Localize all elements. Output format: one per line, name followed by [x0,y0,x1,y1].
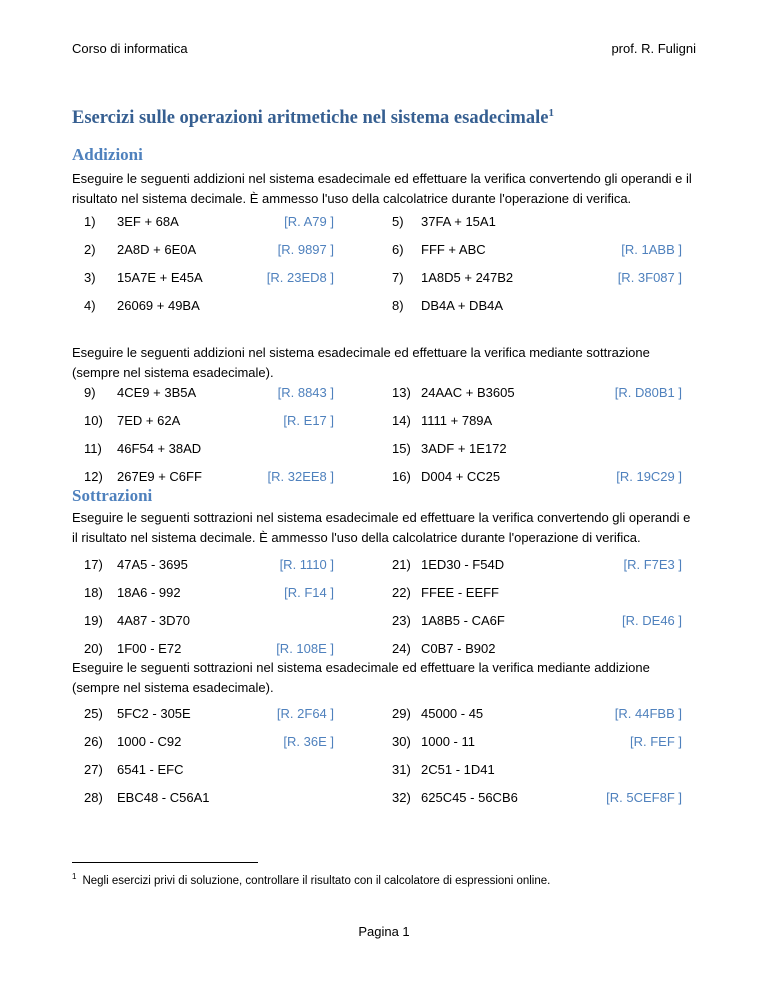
exercise-result: [R. 19C29 ] [616,469,682,484]
exercise-row [72,268,698,296]
exercise-number: 15) [392,441,411,456]
exercise-number: 10) [84,413,103,428]
footnote [72,872,550,887]
exercise-number: 18) [84,585,103,600]
exercise-number: 9) [84,385,96,400]
exercise-expression: 3EF + 68A [117,214,179,229]
exercise-number: 28) [84,790,103,805]
exercise-row [72,611,698,639]
exercise-expression: DB4A + DB4A [421,298,504,313]
exercise-number: 22) [392,585,411,600]
exercise-grid [72,555,698,667]
exercise-number: 7) [392,270,404,285]
exercise-expression: 1111 + 789A [421,413,493,428]
exercise-result: [R. F7E3 ] [623,557,682,572]
exercise-number: 1) [84,214,96,229]
exercise-expression: 15A7E + E45A [117,270,203,285]
exercise-expression: 1000 - C92 [117,734,182,749]
exercise-expression: 4CE9 + 3B5A [117,385,197,400]
sottrazioni-intro-2: Eseguire le seguenti sottrazioni nel sistema esadecimale ed effettuare la verifica mediante addizione (sempre nel sistema esadecimale). [72,660,650,695]
exercise-row [72,732,698,760]
exercise-expression: 267E9 + C6FF [117,469,202,484]
exercise-expression: 45000 - 45 [421,706,484,721]
exercise-row [72,467,698,495]
footnote-mark: 1 [72,872,77,881]
sottrazioni-intro-1: Eseguire le seguenti sottrazioni nel sistema esadecimale ed effettuare la verifica convertendo gli operandi e il risultato nel sistema decimale. È ammesso l'uso della calcolatrice durante l'operazione di verifica. [72,510,691,545]
exercise-expression: 26069 + 49BA [117,298,200,313]
page-title-text: Esercizi sulle operazioni aritmetiche nel sistema esadecimale [72,108,549,128]
exercise-result: [R. DE46 ] [622,613,682,628]
exercise-number: 29) [392,706,411,721]
page-number: Pagina 1 [358,924,410,939]
exercise-row [72,296,698,324]
page-title [72,108,554,129]
exercise-row [72,583,698,611]
footnote-text: Negli esercizi privi di soluzione, controllare il risultato con il calcolatore di espressioni online. [82,874,551,887]
exercise-expression: 1ED30 - F54D [421,557,505,572]
exercise-expression: 625C45 - 56CB6 [421,790,518,805]
exercise-result: [R. 8843 ] [277,385,334,400]
exercise-row [72,555,698,583]
exercise-row [72,411,698,439]
exercise-expression: 24AAC + B3605 [421,385,515,400]
exercise-number: 26) [84,734,103,749]
exercise-expression: 18A6 - 992 [117,585,181,600]
exercise-row [72,439,698,467]
exercise-row [72,704,698,732]
exercise-number: 27) [84,762,103,777]
exercise-number: 31) [392,762,411,777]
exercise-expression: 6541 - EFC [117,762,184,777]
exercise-number: 3) [84,270,96,285]
heading-sottrazioni: Sottrazioni [72,486,153,505]
header-course: Corso di informatica [72,41,188,56]
exercise-number: 4) [84,298,96,313]
exercise-number: 24) [392,641,411,656]
exercise-expression: 7ED + 62A [117,413,181,428]
exercise-number: 14) [392,413,411,428]
exercise-expression: 3ADF + 1E172 [421,441,507,456]
exercise-result: [R. F14 ] [284,585,334,600]
exercise-number: 23) [392,613,411,628]
exercise-result: [R. 9897 ] [277,242,334,257]
exercise-result: [R. FEF ] [630,734,682,749]
exercise-result: [R. 2F64 ] [276,706,334,721]
exercise-expression: 1000 - 11 [421,734,475,749]
exercise-result: [R. 1ABB ] [621,242,682,257]
exercise-expression: EBC48 - C56A1 [117,790,210,805]
exercise-result: [R. D80B1 ] [614,385,682,400]
exercise-result: [R. 36E ] [283,734,334,749]
exercise-number: 30) [392,734,411,749]
exercise-result: [R. E17 ] [283,413,334,428]
exercise-grid [72,383,698,495]
exercise-expression: C0B7 - B902 [421,641,496,656]
exercise-result: [R. 5CEF8F ] [606,790,682,805]
exercise-number: 6) [392,242,404,257]
addizioni-intro-2: Eseguire le seguenti addizioni nel sistema esadecimale ed effettuare la verifica mediante sottrazione (sempre nel sistema esadecimale). [72,345,650,380]
heading-addizioni: Addizioni [72,145,143,164]
title-footnote-ref[interactable]: 1 [548,106,554,119]
exercise-expression: 37FA + 15A1 [421,214,496,229]
exercise-result: [R. 32EE8 ] [267,469,334,484]
exercise-number: 5) [392,214,404,229]
exercise-number: 16) [392,469,411,484]
exercise-expression: 46F54 + 38AD [117,441,202,456]
exercise-expression: 2C51 - 1D41 [421,762,495,777]
exercise-expression: 4A87 - 3D70 [117,613,190,628]
exercise-number: 12) [84,469,103,484]
exercise-expression: 1F00 - E72 [117,641,182,656]
exercise-row [72,760,698,788]
exercise-result: [R. 3F087 ] [617,270,682,285]
exercise-number: 13) [392,385,411,400]
exercise-expression: 47A5 - 3695 [117,557,188,572]
exercise-expression: 5FC2 - 305E [117,706,191,721]
exercise-result: [R. 44FBB ] [614,706,682,721]
exercise-row [72,383,698,411]
footnote-separator [72,862,258,863]
header-author: prof. R. Fuligni [611,41,696,56]
exercise-number: 21) [392,557,411,572]
exercise-number: 11) [84,441,102,456]
exercise-row [72,788,698,816]
exercise-expression: FFEE - EEFF [421,585,499,600]
exercise-number: 20) [84,641,103,656]
exercise-number: 19) [84,613,103,628]
exercise-grid [72,704,698,816]
exercise-result: [R. A79 ] [284,214,334,229]
exercise-result: [R. 1110 ] [279,557,334,572]
exercise-expression: FFF + ABC [421,242,486,257]
exercise-number: 32) [392,790,411,805]
exercise-expression: 2A8D + 6E0A [117,242,197,257]
exercise-row [72,240,698,268]
exercise-grid [72,212,698,324]
exercise-number: 8) [392,298,404,313]
exercise-result: [R. 23ED8 ] [266,270,334,285]
exercise-number: 2) [84,242,96,257]
exercise-row [72,212,698,240]
exercise-number: 25) [84,706,103,721]
exercise-result: [R. 108E ] [276,641,334,656]
exercise-expression: 1A8D5 + 247B2 [421,270,514,285]
addizioni-intro-1: Eseguire le seguenti addizioni nel sistema esadecimale ed effettuare la verifica convertendo gli operandi e il risultato nel sistema decimale. È ammesso l'uso della calcolatrice durante l'operazione di verifica. [72,171,692,206]
exercise-number: 17) [84,557,103,572]
exercise-expression: 1A8B5 - CA6F [421,613,505,628]
exercise-expression: D004 + CC25 [421,469,501,484]
